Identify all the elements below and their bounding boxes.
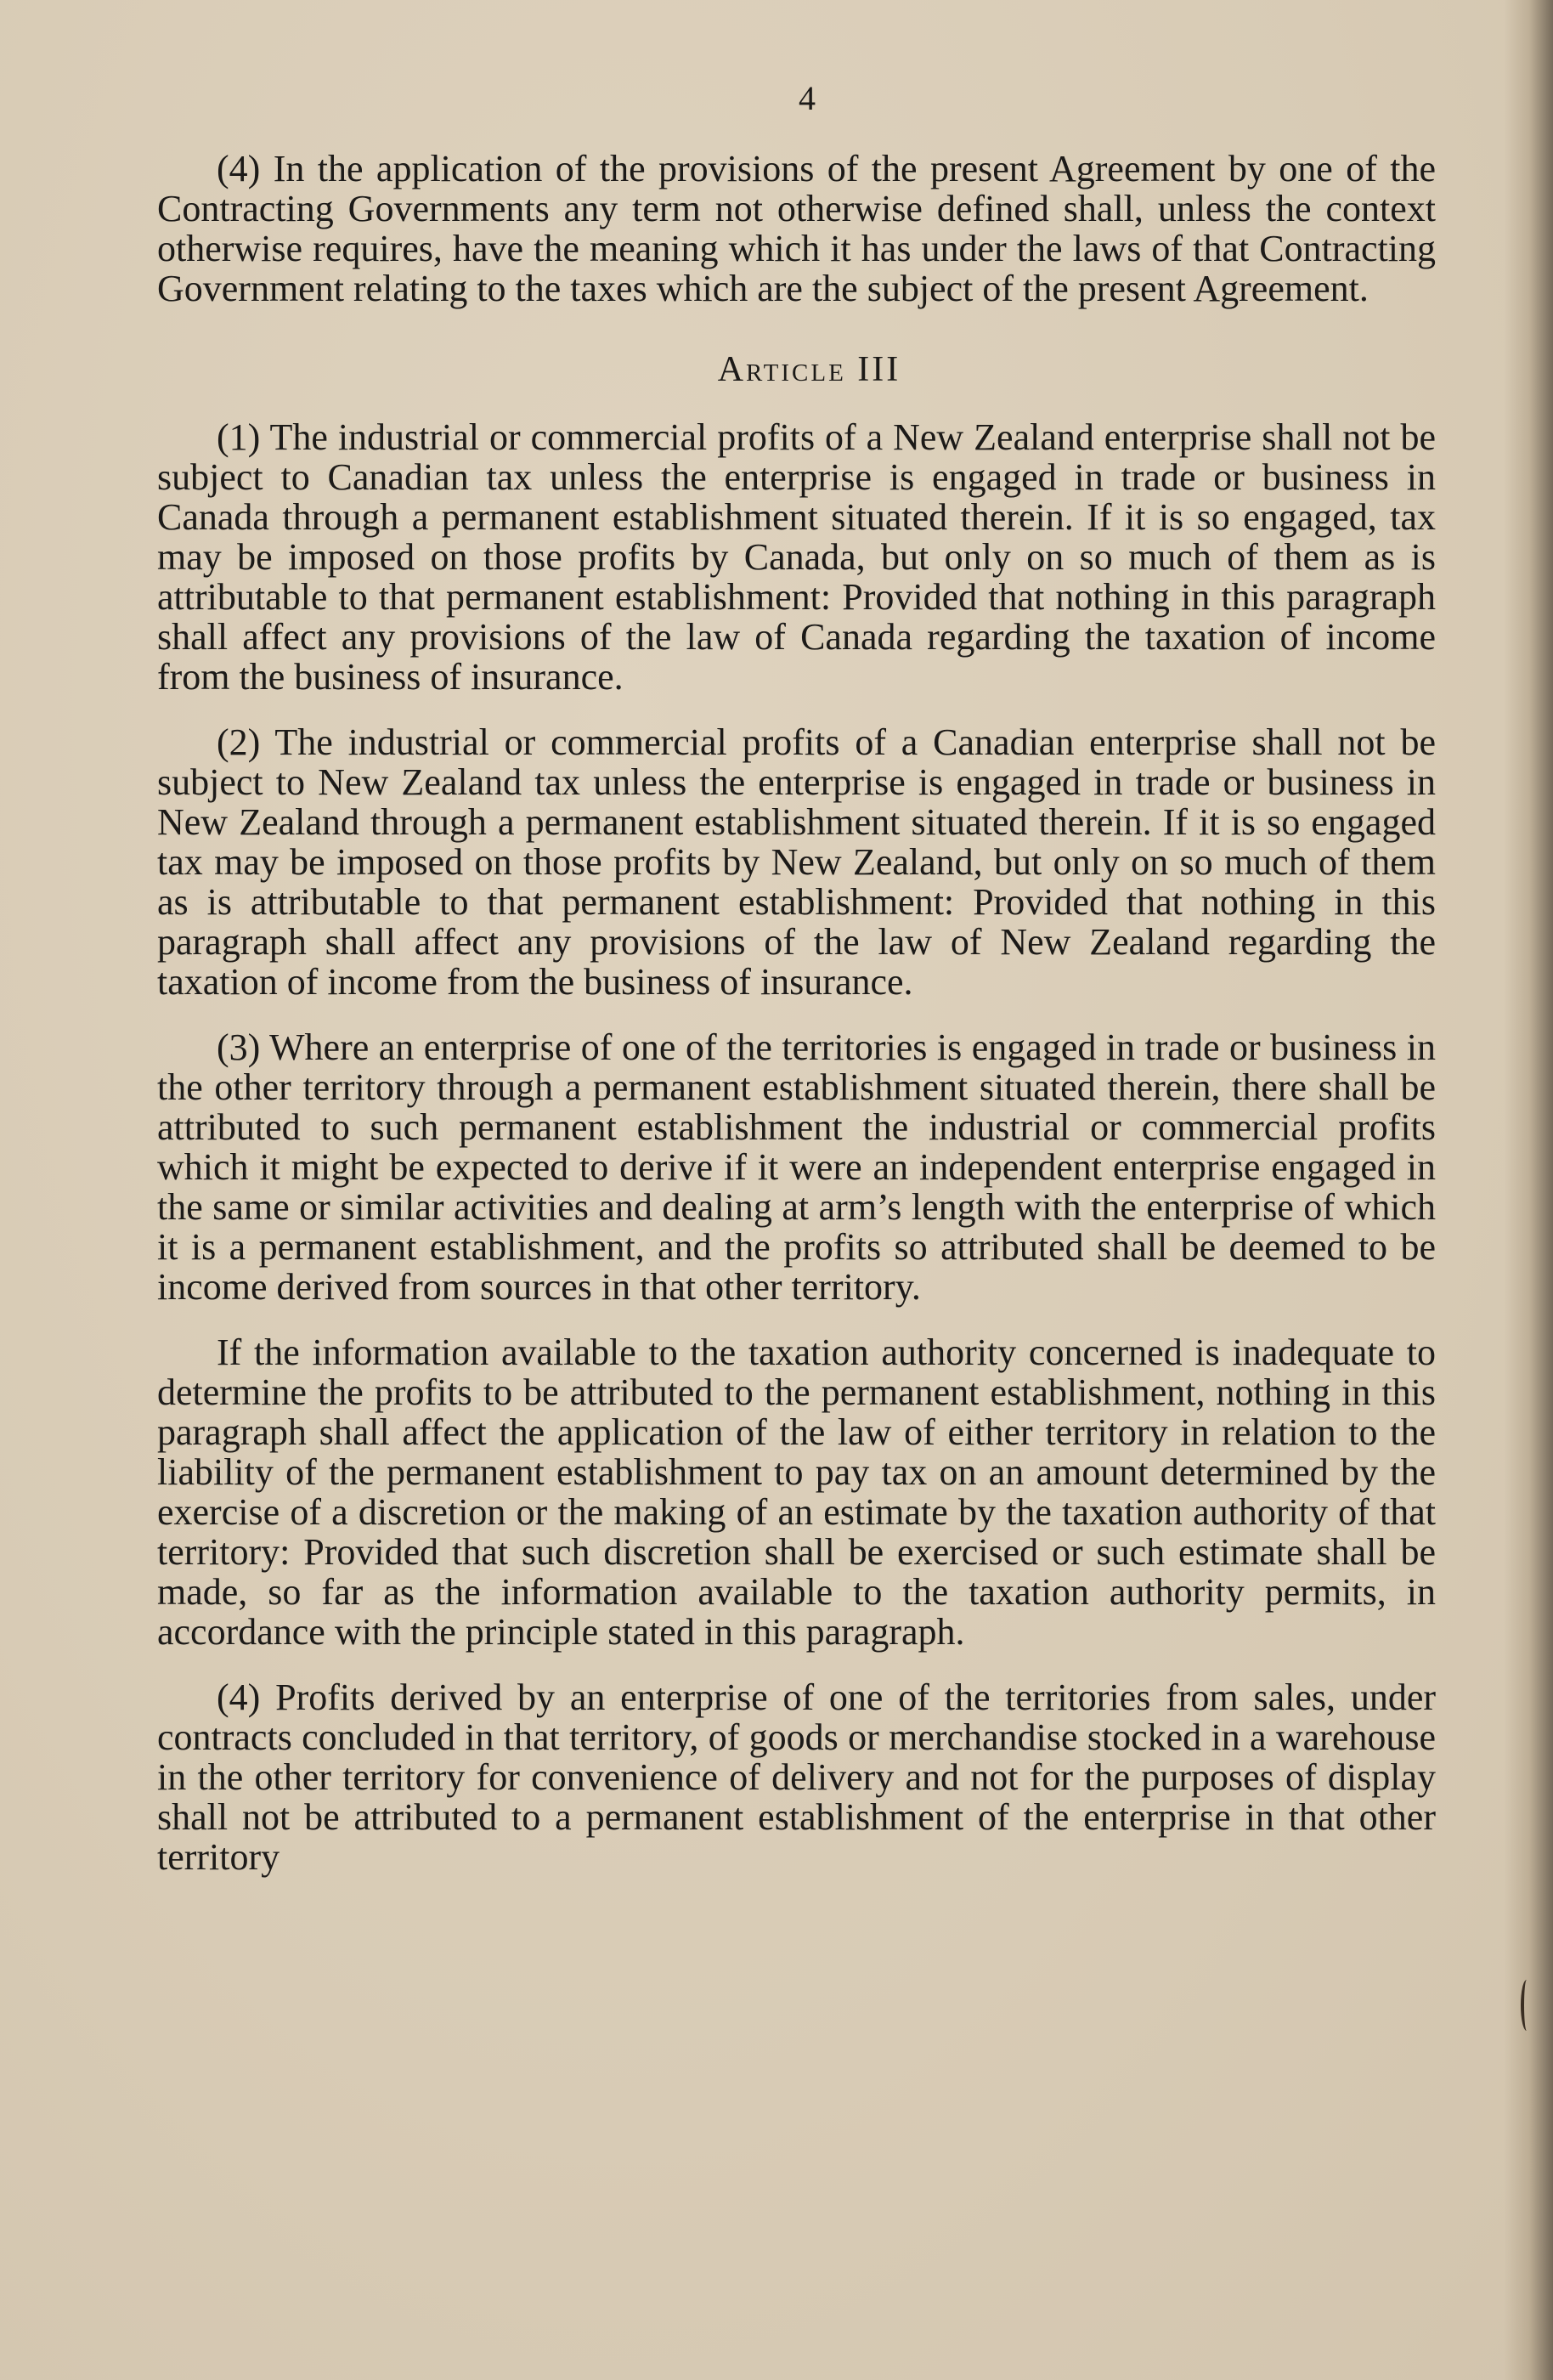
article-iii-paragraph-4: (4) Profits derived by an enterprise of one of the territories from sales, under contracts concluded in that territory, of goods or merchandise stocked in a warehouse in the other territory for convenience of delivery and not for the purposes of display shall not be attributed to a permanent establishment of the enterprise in that other territory (157, 1676, 1436, 1878)
article-iii-paragraph-2: (2) The industrial or commercial profits of a Canadian enterprise shall not be subject to New Zealand tax unless the enterprise is engaged in trade or business in New Zealand through a permanent establishment situated therein. If it is so engaged tax may be imposed on those profits by New Zealand, but only on so much of them as is attributable to that permanent establishment: Provided that nothing in this paragraph shall affect any provisions of the law of New Zealand regarding the taxation of income from the business of insurance. (157, 721, 1436, 1003)
article-iii-paragraph-3: (3) Where an enterprise of one of the territories is engaged in trade or business in the other territory through a permanent establishment situated therein, there shall be attributed to such permanent establishment the industrial or commercial profits which it might be expected to derive if it were an independent enterprise engaged in the same or similar activities and dealing at arm’s length with the enterprise of which it is a permanent establishment, and the profits so attributed shall be deemed to be income derived from sources in that other territory. (157, 1026, 1436, 1308)
page-number: 4 (799, 79, 816, 117)
article-heading: Article III (717, 350, 901, 389)
binding-edge-mark (1521, 1980, 1533, 2031)
article-iii-paragraph-1: (1) The industrial or commercial profits of a New Zealand enterprise shall not be subject to Canadian tax unless the enterprise is engaged in trade or business in Canada through a permanent establishment situated therein. If it is so engaged, tax may be imposed on those profits by Canada, but only on so much of them as is attributable to that permanent establishment: Provided that nothing in this paragraph shall affect any provisions of the law of Canada regarding the taxation of income from the business of insurance. (157, 416, 1436, 698)
paragraph-4-term-definitions: (4) In the application of the provisions of the present Agreement by one of the Contracting Governments any term not otherwise defined shall, unless the context otherwise requires, have the meaning which it has under the laws of that Contracting Government relating to the taxes which are the subject of the present Agreement. (157, 148, 1436, 309)
page-body (157, 149, 1436, 1902)
article-iii-paragraph-3-continuation: If the information available to the taxation authority concerned is inadequate to determine the profits to be attributed to the permanent establishment, nothing in this paragraph shall affect the application of the law of either territory in relation to the liability of the permanent establishment to pay tax on an amount determined by the exercise of a discretion or the making of an estimate by the taxation authority of that territory: Provided that such discretion shall be exercised or such estimate shall be made, so far as the information available to the taxation authority permits, in accordance with the principle stated in this paragraph. (157, 1331, 1436, 1653)
